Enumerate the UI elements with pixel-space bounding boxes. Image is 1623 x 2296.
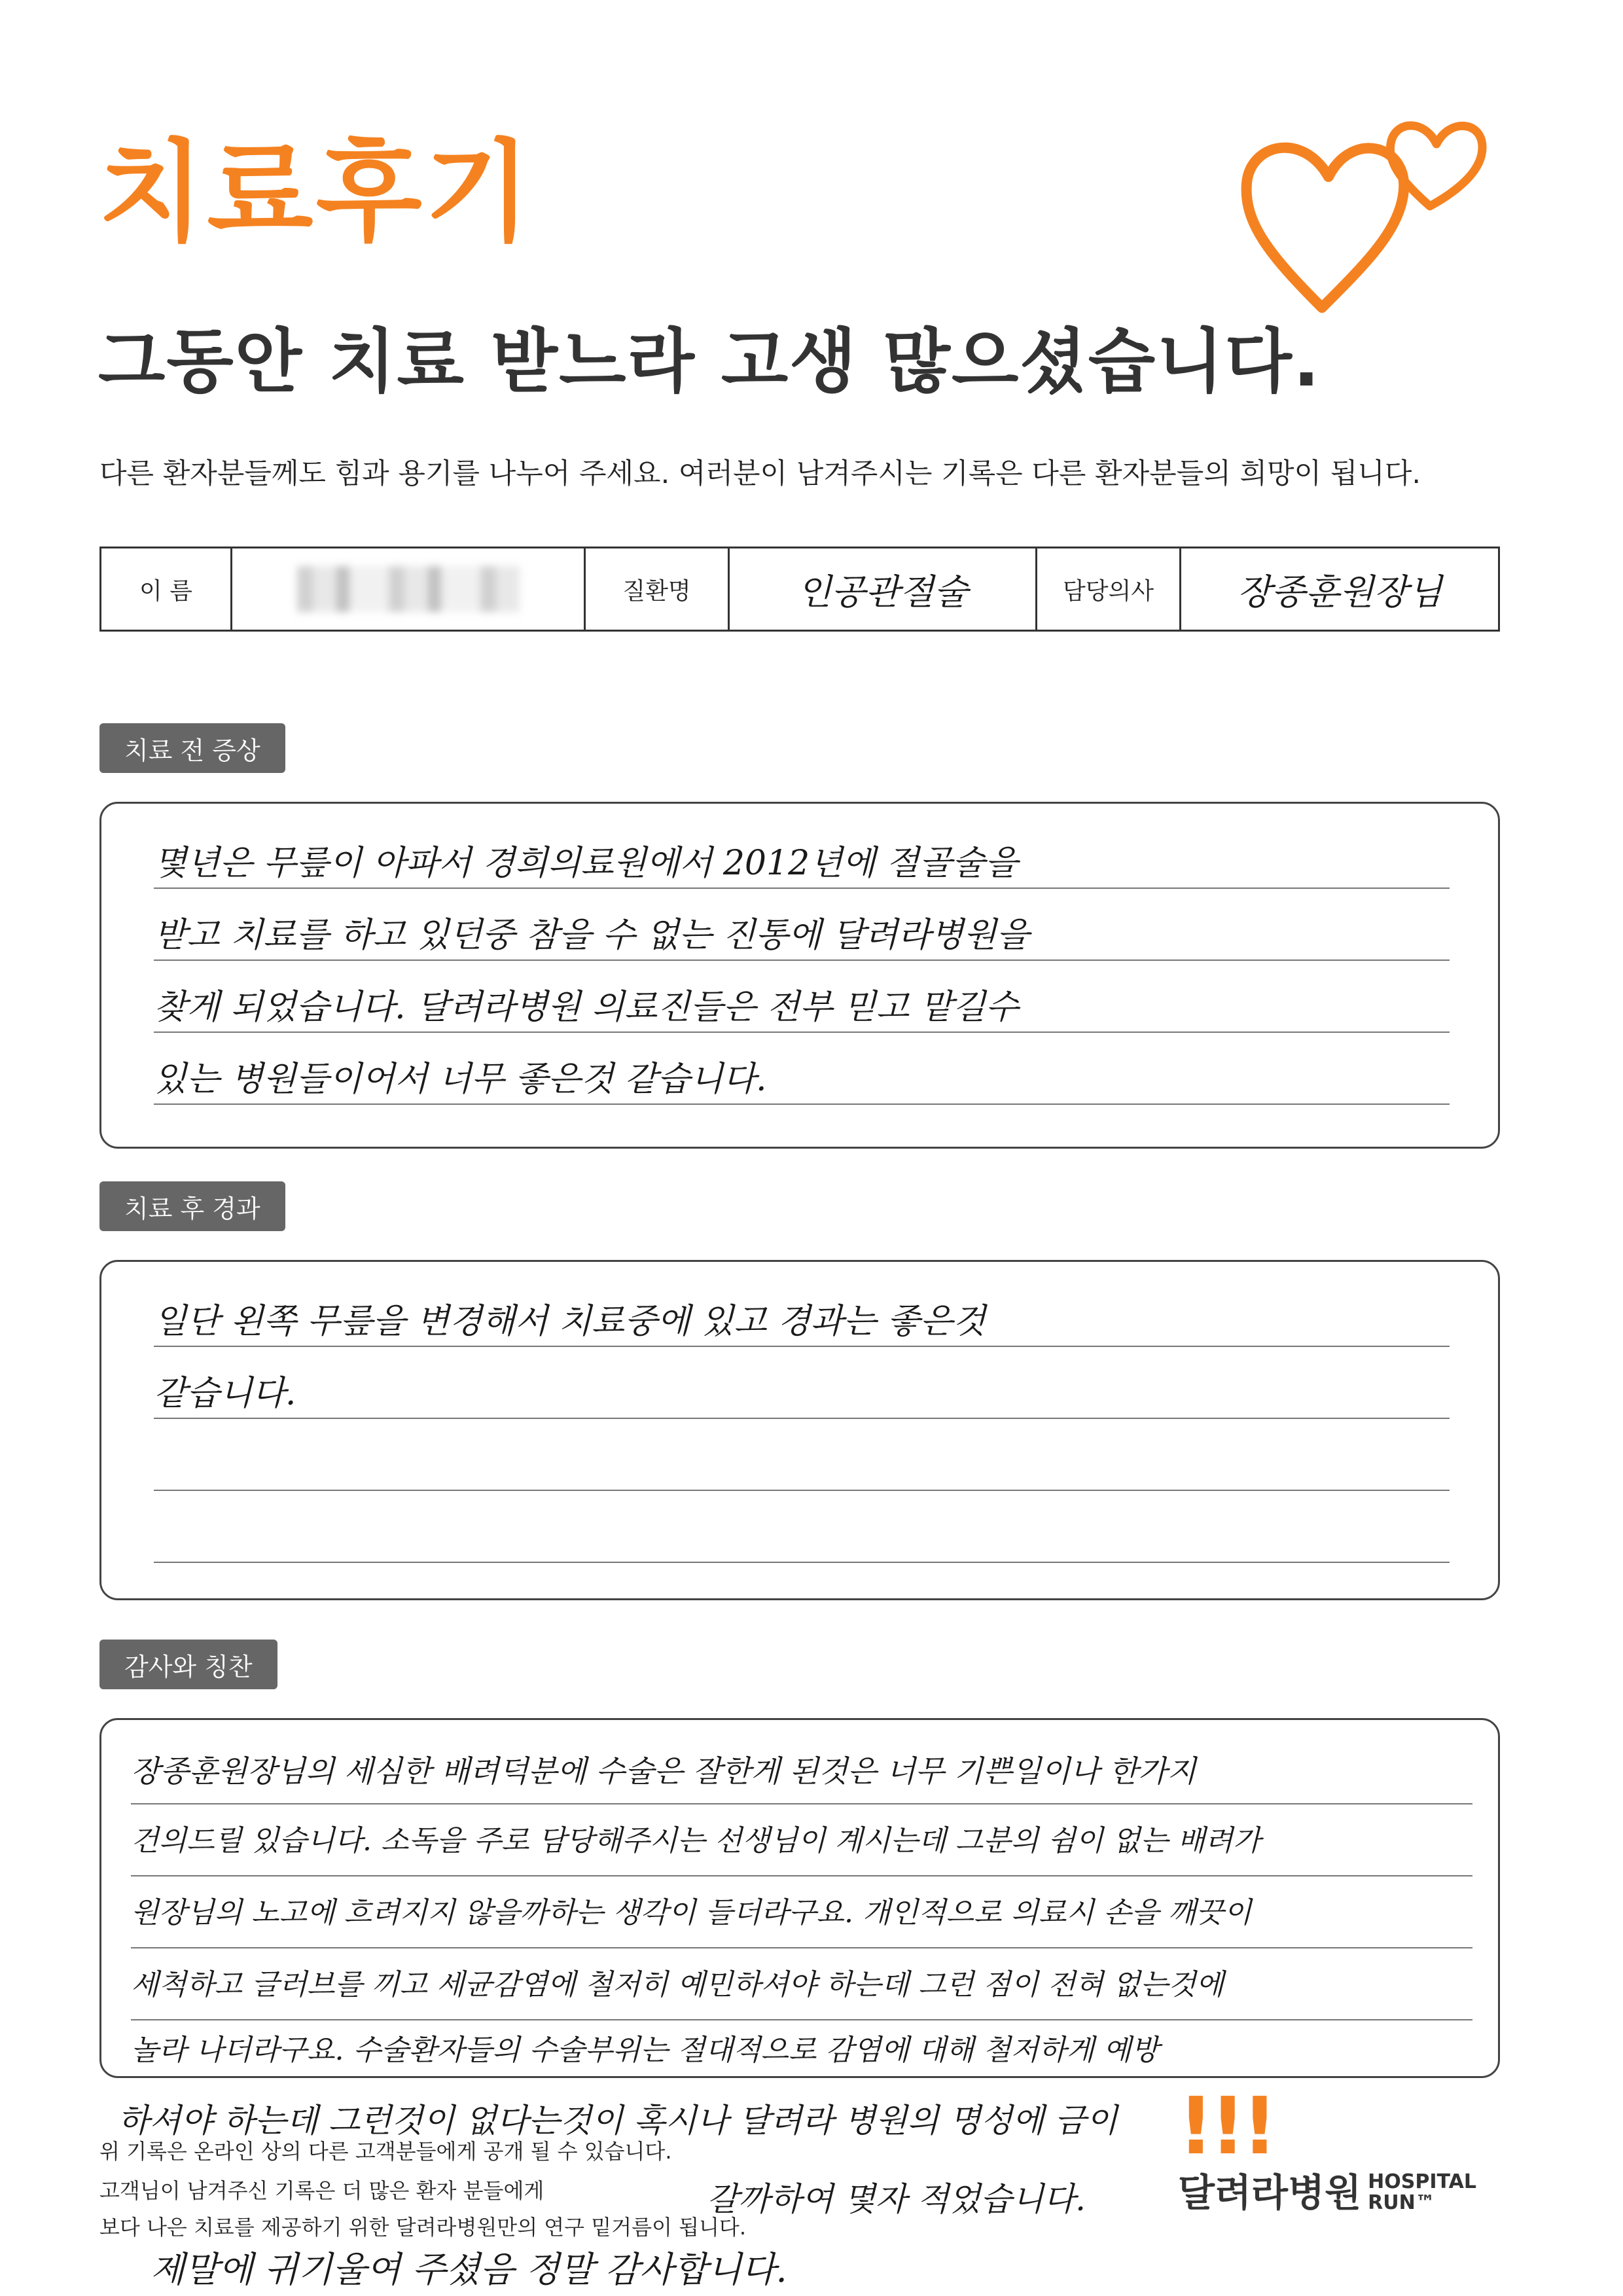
info-table (99, 547, 1500, 632)
section-tag-after: 치료 후 경과 (99, 1181, 285, 1231)
doctor-value: 장종훈원장님 (1237, 571, 1442, 613)
rule-line (154, 1103, 1450, 1105)
page-title: 치료후기 (98, 128, 534, 257)
rule-line (131, 1947, 1472, 1948)
redacted-blur (297, 566, 520, 612)
rule-line (154, 888, 1450, 889)
hospital-logo (1178, 2081, 1492, 2232)
section-tag-before: 치료 전 증상 (99, 723, 285, 773)
rule-line (154, 1562, 1450, 1563)
footer-line: 고객님이 남겨주신 기록은 더 많은 환자 분들에게 (99, 2178, 544, 2203)
rule-line (154, 1490, 1450, 1491)
note-line: 일단 왼쪽 무릎을 변경해서 치료중에 있고 경과는 좋은것 (154, 1302, 986, 1341)
footer-line: 보다 나은 치료를 제공하기 위한 달려라병원만의 연구 밑거름이 됩니다. (99, 2215, 746, 2240)
logo-name: 달려라병원 (1178, 2170, 1362, 2215)
disease-value: 인공관절술 (730, 548, 1037, 630)
note-line: 하셔야 하는데 그런것이 없다는것이 혹시나 달려라 병원의 명성에 금이 (118, 2102, 1118, 2140)
section-box-before (99, 802, 1500, 1149)
section-tag-thanks: 감사와 칭찬 (99, 1640, 277, 1689)
lined-area (154, 1275, 1450, 1589)
note-line: 받고 치료를 하고 있던중 참을 수 없는 진통에 달려라병원을 (154, 916, 1029, 955)
note-line: 찾게 되었습니다. 달려라병원 의료진들은 전부 믿고 맡길수 (154, 988, 1019, 1027)
note-line: 같습니다. (154, 1374, 296, 1413)
headline: 그동안 치료 받느라 고생 많으셨습니다. (98, 321, 1321, 402)
rule-line (154, 1346, 1450, 1347)
note-line: 장종훈원장님의 세심한 배려덕분에 수술은 잘한게 된것은 너무 기쁜일이나 한가지 (131, 1753, 1196, 1789)
rule-line (131, 1803, 1472, 1804)
logo-en (1368, 2172, 1476, 2213)
note-line: 세척하고 글러브를 끼고 세균감염에 철저히 예민하셔야 하는데 그런 점이 전혀 없는것에 (131, 1968, 1224, 2001)
disease-label: 질환명 (586, 548, 730, 630)
note-line: 갈까하여 몇자 적었습니다. (707, 2180, 1086, 2218)
logo-en-line2: RUN™ (1368, 2191, 1435, 2214)
subline: 다른 환자분들께도 힘과 용기를 나누어 주세요. 여러분이 남겨주시는 기록은 다른 환자분들의 희망이 됩니다. (99, 457, 1421, 490)
name-value-redacted (232, 548, 586, 630)
lined-area (154, 817, 1450, 1131)
logo-mark-icon: !!! (1178, 2081, 1274, 2172)
note-line: 원장님의 노고에 흐려지지 않을까하는 생각이 들더라구요. 개인적으로 의료시 손을 깨끗이 (131, 1896, 1252, 1929)
rule-line (154, 1418, 1450, 1419)
lined-area (131, 1730, 1472, 2070)
note-line: 있는 병원들이어서 너무 좋은것 같습니다. (154, 1060, 767, 1099)
doctor-label: 담당의사 (1037, 548, 1181, 630)
section-box-after (99, 1260, 1500, 1600)
rule-line (131, 1875, 1472, 1876)
section-box-thanks (99, 1718, 1500, 2078)
name-label: 이 름 (101, 548, 232, 630)
rule-line (154, 1031, 1450, 1033)
logo-text (1178, 2172, 1492, 2213)
heart-icon (1230, 92, 1512, 321)
note-line: 몇년은 무릎이 아파서 경희의료원에서 2012년에 절골술을 (154, 844, 1018, 883)
note-line: 제말에 귀기울여 주셨음 정말 감사합니다. (151, 2249, 787, 2290)
logo-en-line1: HOSPITAL (1368, 2170, 1476, 2193)
footer-line: 위 기록은 온라인 상의 다른 고객분들에게 공개 될 수 있습니다. (99, 2139, 672, 2164)
note-line: 건의드릴 있습니다. 소독을 주로 담당해주시는 선생님이 계시는데 그분의 쉼이 없는 배려가 (131, 1824, 1261, 1857)
rule-line (131, 2019, 1472, 2020)
rule-line (154, 960, 1450, 961)
note-line: 놀라 나더라구요. 수술환자들의 수술부위는 절대적으로 감염에 대해 철저하게 예방 (131, 2034, 1160, 2067)
